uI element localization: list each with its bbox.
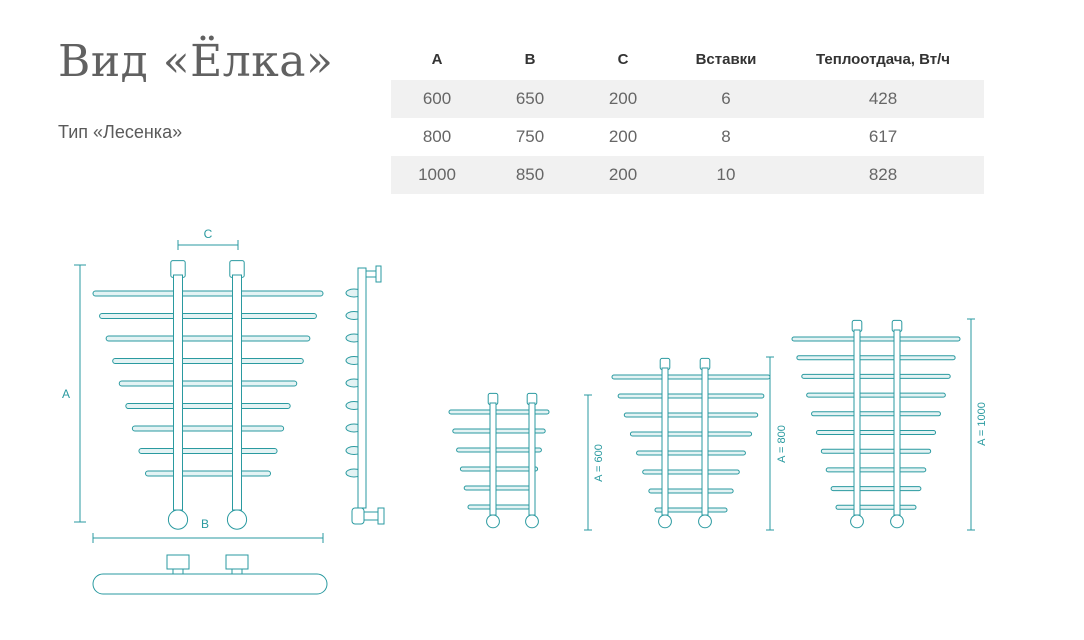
cell-inserts: 6 bbox=[721, 89, 731, 108]
rail-bar bbox=[643, 470, 740, 474]
dim-b-label: B bbox=[200, 517, 210, 531]
rail-bar bbox=[826, 468, 926, 472]
rail-bar bbox=[126, 404, 290, 409]
rail-bar bbox=[836, 505, 916, 509]
rail-bar bbox=[624, 413, 757, 417]
bottom-connector bbox=[227, 510, 246, 529]
rail-bar bbox=[100, 314, 317, 319]
rail-bar bbox=[146, 471, 271, 476]
header-b: B bbox=[524, 50, 536, 68]
top-view-frame bbox=[93, 574, 327, 594]
cell-heat-output: 428 bbox=[868, 89, 898, 108]
top-view-valve bbox=[226, 555, 248, 569]
header-inserts: Вставки bbox=[695, 50, 757, 68]
vertical-post bbox=[662, 368, 668, 515]
side-valve-bottom bbox=[352, 508, 364, 524]
header-a: A bbox=[431, 50, 443, 68]
cell-a: 1000 bbox=[418, 165, 456, 184]
rail-bar bbox=[630, 432, 751, 436]
page-subtitle: Тип «Лесенка» bbox=[58, 122, 183, 142]
size-1000-label: A = 1000 bbox=[976, 402, 988, 446]
size-800-label: A = 800 bbox=[776, 425, 788, 463]
vertical-post bbox=[490, 403, 496, 515]
side-valve-bottom-pipe bbox=[364, 512, 378, 520]
side-valve-top-cap bbox=[376, 266, 381, 282]
rail-bar bbox=[106, 336, 310, 341]
rail-bar bbox=[468, 505, 530, 509]
rail-bar bbox=[93, 291, 323, 296]
side-post bbox=[358, 268, 366, 508]
vertical-post bbox=[702, 368, 708, 515]
cell-b: 850 bbox=[515, 165, 545, 184]
rail-bar bbox=[464, 486, 534, 490]
cell-c: 200 bbox=[608, 127, 638, 146]
page-title: Вид «Ёлка» bbox=[58, 36, 334, 87]
rail-bar bbox=[807, 393, 946, 397]
bottom-connector bbox=[659, 515, 672, 528]
bottom-connector bbox=[168, 510, 187, 529]
size-600-label: A = 600 bbox=[593, 444, 605, 482]
cell-c: 200 bbox=[608, 89, 638, 108]
rail-bar bbox=[637, 451, 746, 455]
cell-inserts: 8 bbox=[721, 127, 731, 146]
vertical-post bbox=[529, 403, 535, 515]
rail-bar bbox=[612, 375, 770, 379]
rail-bar bbox=[812, 412, 941, 416]
cell-b: 650 bbox=[515, 89, 545, 108]
rail-bar bbox=[792, 337, 960, 341]
header-heat-output: Теплоотдача, Вт/ч bbox=[816, 50, 950, 68]
vertical-post bbox=[174, 275, 183, 510]
rail-bar bbox=[618, 394, 764, 398]
dim-c-label: C bbox=[203, 227, 213, 241]
bottom-connector bbox=[851, 515, 864, 528]
rail-bar bbox=[132, 426, 283, 431]
rail-bar bbox=[460, 467, 537, 471]
cell-inserts: 10 bbox=[716, 165, 736, 184]
cell-b: 750 bbox=[515, 127, 545, 146]
rail-bar bbox=[831, 487, 921, 491]
bottom-connector bbox=[891, 515, 904, 528]
bottom-connector bbox=[699, 515, 712, 528]
rail-bar bbox=[797, 356, 955, 360]
bottom-connector bbox=[487, 515, 500, 528]
side-valve-top bbox=[366, 271, 376, 277]
rail-bar bbox=[802, 374, 950, 378]
header-c: C bbox=[617, 50, 629, 68]
cell-a: 800 bbox=[422, 127, 452, 146]
side-valve-bottom-cap bbox=[378, 508, 384, 524]
vertical-post bbox=[894, 330, 900, 515]
rail-bar bbox=[816, 431, 935, 435]
cell-heat-output: 617 bbox=[868, 127, 898, 146]
rail-bar bbox=[821, 449, 930, 453]
vertical-post bbox=[233, 275, 242, 510]
bottom-connector bbox=[526, 515, 539, 528]
rail-bar bbox=[139, 449, 277, 454]
vertical-post bbox=[854, 330, 860, 515]
dim-a-label: A bbox=[61, 387, 71, 401]
rail-bar bbox=[119, 381, 297, 386]
cell-heat-output: 828 bbox=[868, 165, 898, 184]
cell-a: 600 bbox=[422, 89, 452, 108]
cell-c: 200 bbox=[608, 165, 638, 184]
top-view-valve bbox=[167, 555, 189, 569]
rail-bar bbox=[113, 359, 304, 364]
